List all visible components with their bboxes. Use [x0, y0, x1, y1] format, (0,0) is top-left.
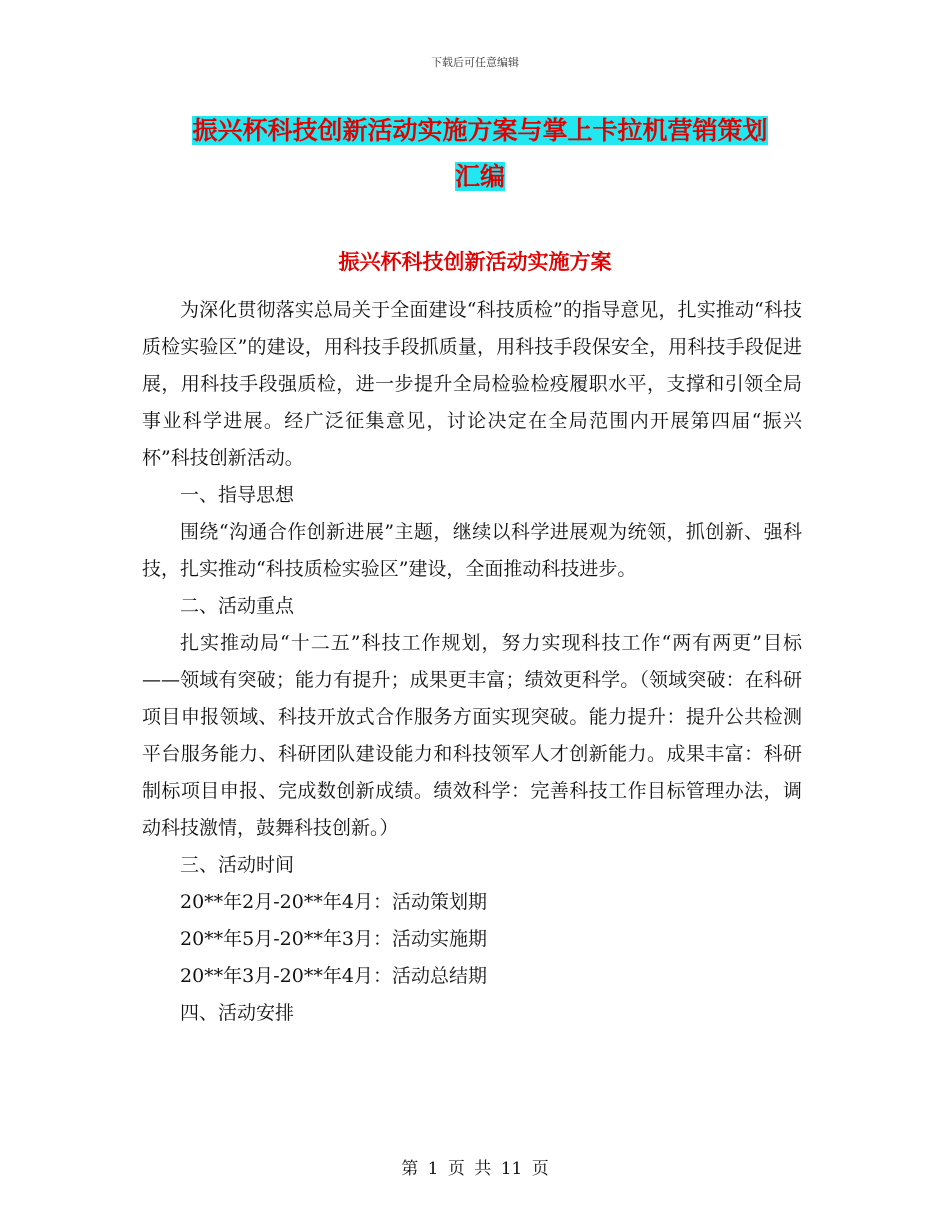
title-line-2: 汇编 — [454, 162, 505, 191]
heading-guiding-ideology: 一、指导思想 — [180, 484, 295, 506]
page-number: 第 1 页 共 11 页 — [401, 1159, 549, 1179]
time-item-implementation: 20**年5月-20**年3月：活动实施期 — [180, 928, 487, 950]
document-body — [142, 292, 802, 1032]
paragraph-guiding-ideology: 围绕“沟通合作创新进展”主题，继续以科学进展观为统领，抓创新、强科技，扎实推动“科技质检实验区”建设，全面推动科技进步。 — [142, 521, 802, 580]
heading-activity-focus: 二、活动重点 — [180, 595, 295, 617]
header-note: 下载后可任意编辑 — [431, 56, 519, 69]
title-line-1: 振兴杯科技创新活动实施方案与掌上卡拉机营销策划 — [192, 116, 768, 145]
section-title: 振兴杯科技创新活动实施方案 — [338, 250, 612, 274]
intro-paragraph: 为深化贯彻落实总局关于全面建设“科技质检”的指导意见，扎实推动“科技质检实验区”的建设，用科技手段抓质量，用科技手段保安全，用科技手段促进展，用科技手段强质检，进一步提升全局检验检疫履职水平，支撑和引领全局事业科学进展。经广泛征集意见，讨论决定在全局范围内开展第四届“振兴杯”科技创新活动。 — [142, 299, 802, 469]
time-item-summary: 20**年3月-20**年4月：活动总结期 — [180, 965, 487, 987]
document-title — [140, 108, 820, 200]
heading-activity-time: 三、活动时间 — [180, 854, 295, 876]
heading-activity-arrangement: 四、活动安排 — [180, 1002, 295, 1024]
time-item-planning: 20**年2月-20**年4月：活动策划期 — [180, 891, 487, 913]
paragraph-activity-focus: 扎实推动局“十二五”科技工作规划，努力实现科技工作“两有两更”目标——领域有突破；能力有提升；成果更丰富；绩效更科学。（领域突破：在科研项目申报领域、科技开放式合作服务方面实现突破。能力提升：提升公共检测平台服务能力、科研团队建设能力和科技领军人才创新能力。成果丰富：科研制标项目申报、完成数创新成绩。绩效科学：完善科技工作目标管理办法，调动科技激情，鼓舞科技创新。） — [142, 632, 802, 839]
